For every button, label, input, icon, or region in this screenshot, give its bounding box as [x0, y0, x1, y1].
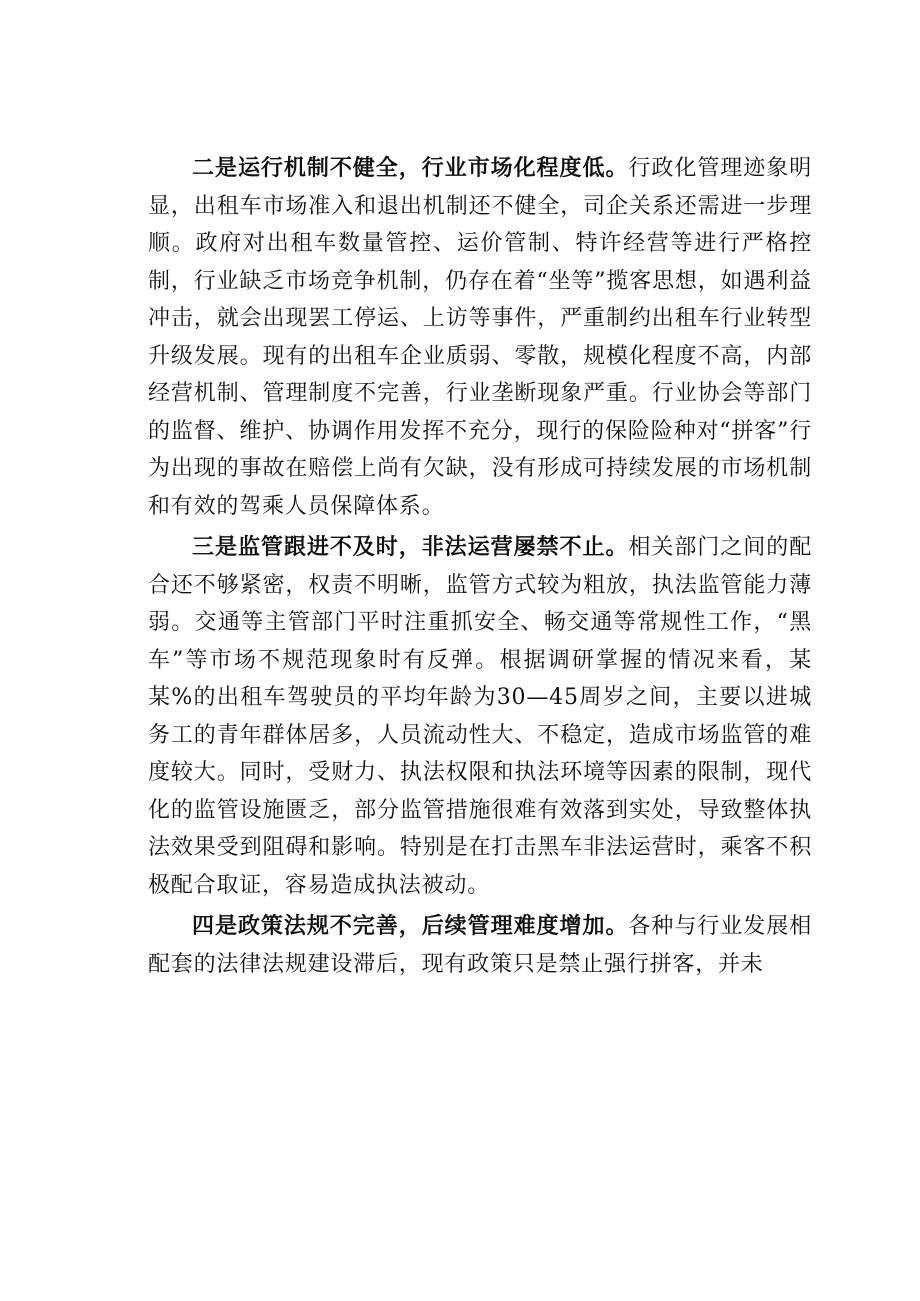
document-body	[148, 150, 812, 983]
paragraph-3	[148, 529, 812, 904]
paragraph-4-heading: 四是政策法规不完善，后续管理难度增加。	[192, 914, 629, 939]
paragraph-4	[148, 908, 812, 983]
paragraph-2-text: 行政化管理迹象明显，出租车市场准入和退出机制还不健全，司企关系还需进一步理顺。政府对出租车数量管控、运价管制、特许经营等进行严格控制，行业缺乏市场竞争机制，仍存在着“坐等”揽客思想，如遇利益冲击，就会出现罢工停运、上访等事件，严重制约出租车行业转型升级发展。现有的出租车企业质弱、零散，规模化程度不高，内部经营机制、管理制度不完善，行业垄断现象严重。行业协会等部门的监督、维护、协调作用发挥不充分，现行的保险险种对“拼客”行为出现的事故在赔偿上尚有欠缺，没有形成可持续发展的市场机制和有效的驾乘人员保障体系。	[148, 156, 813, 519]
paragraph-3-text: 相关部门之间的配合还不够紧密，权责不明晰，监管方式较为粗放，执法监管能力薄弱。交通等主管部门平时注重抓安全、畅交通等常规性工作，“黑车”等市场不规范现象时有反弹。根据调研掌握的情况来看，某某%的出租车驾驶员的平均年龄为30—45周岁之间，主要以进城务工的青年群体居多，人员流动性大、不稳定，造成市场监管的难度较大。同时，受财力、执法权限和执法环境等因素的限制，现代化的监管设施匮乏，部分监管措施很难有效落到实处，导致整体执法效果受到阻碍和影响。特别是在打击黑车非法运营时，乘客不积极配合取证，容易造成执法被动。	[148, 535, 813, 898]
paragraph-2-heading: 二是运行机制不健全，行业市场化程度低。	[192, 156, 629, 181]
paragraph-3-heading: 三是监管跟进不及时，非法运营屡禁不止。	[192, 535, 629, 560]
paragraph-4-text: 各种与行业发展相配套的法律法规建设滞后，现有政策只是禁止强行拼客，并未	[148, 914, 813, 977]
paragraph-2	[148, 150, 812, 525]
